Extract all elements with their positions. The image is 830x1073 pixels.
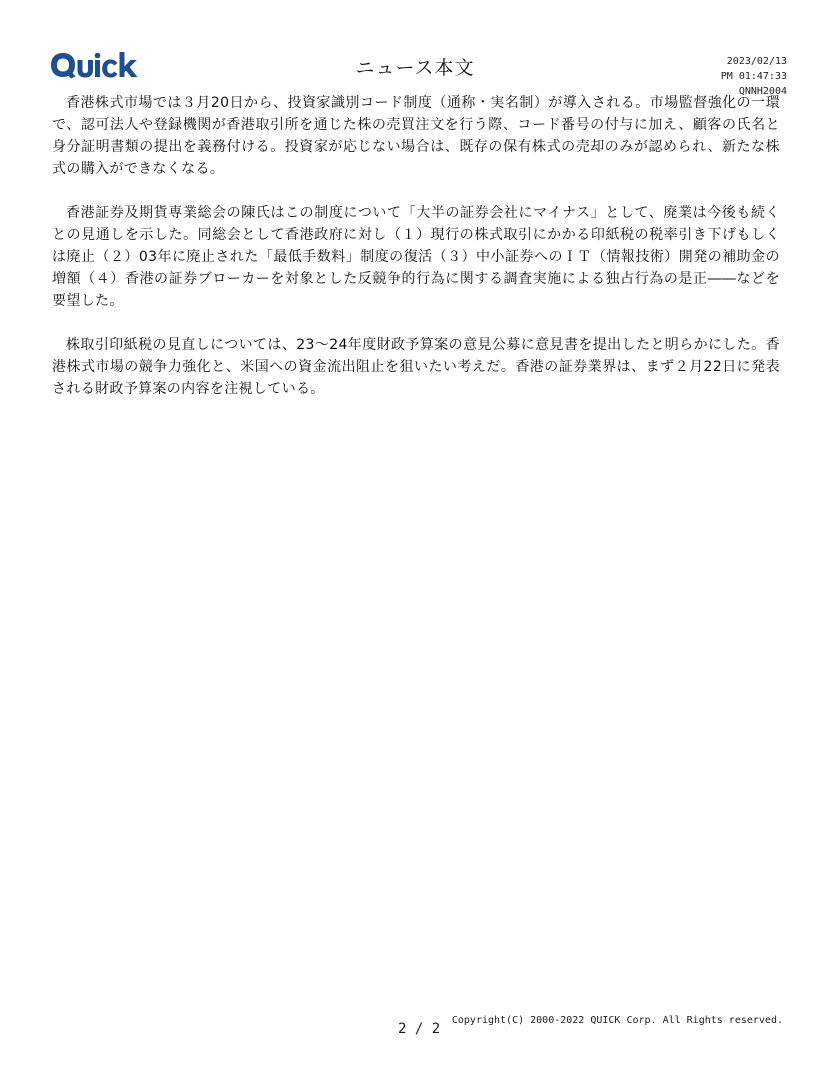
copyright-notice: Copyright(C) 2000-2022 QUICK Corp. All Rights reserved.	[451, 1015, 783, 1026]
date-label: 2023/02/13	[726, 56, 787, 67]
article-paragraph: 香港株式市場では３月20日から、投資家識別コード制度（通称・実名制）が導入される。市場監督強化の一環で、認可法人や登録機関が香港取引所を通じた株の売買注文を行う際、コード番号の付与に加え、顧客の氏名と身分証明書類の提出を義務付ける。投資家が応じない場合は、既存の保有株式の売却のみが認められ、新たな株式の購入ができなくなる。	[52, 95, 780, 177]
article-paragraph: 香港証券及期貨専業総会の陳氏はこの制度について「大半の証券会社にマイナス」として、廃業は今後も続くとの見通しを示した。同総会として香港政府に対し（１）現行の株式取引にかかる印紙税の税率引き下げもしくは廃止（２）03年に廃止された「最低手数料」制度の復活（３）中小証券へのＩＴ（情報技術）開発の補助金の増額（４）香港の証券ブローカーを対象とした反競争的行為に関する調査実施による独占行為の是正――などを要望した。	[52, 205, 780, 309]
page-title: ニュース本文	[355, 57, 475, 79]
page-number: 2 / 2	[398, 1021, 441, 1037]
document-code: QNNH2004	[738, 86, 787, 97]
article-body	[52, 92, 780, 422]
article-paragraph: 株取引印紙税の見直しについては、23～24年度財政予算案の意見公募に意見書を提出したと明らかにした。香港株式市場の競争力強化と、米国への資金流出阻止を狙いたい考えだ。香港の証券業界は、まず２月22日に発表される財政予算案の内容を注視している。	[52, 337, 780, 397]
time-label: PM 01:47:33	[720, 71, 787, 82]
